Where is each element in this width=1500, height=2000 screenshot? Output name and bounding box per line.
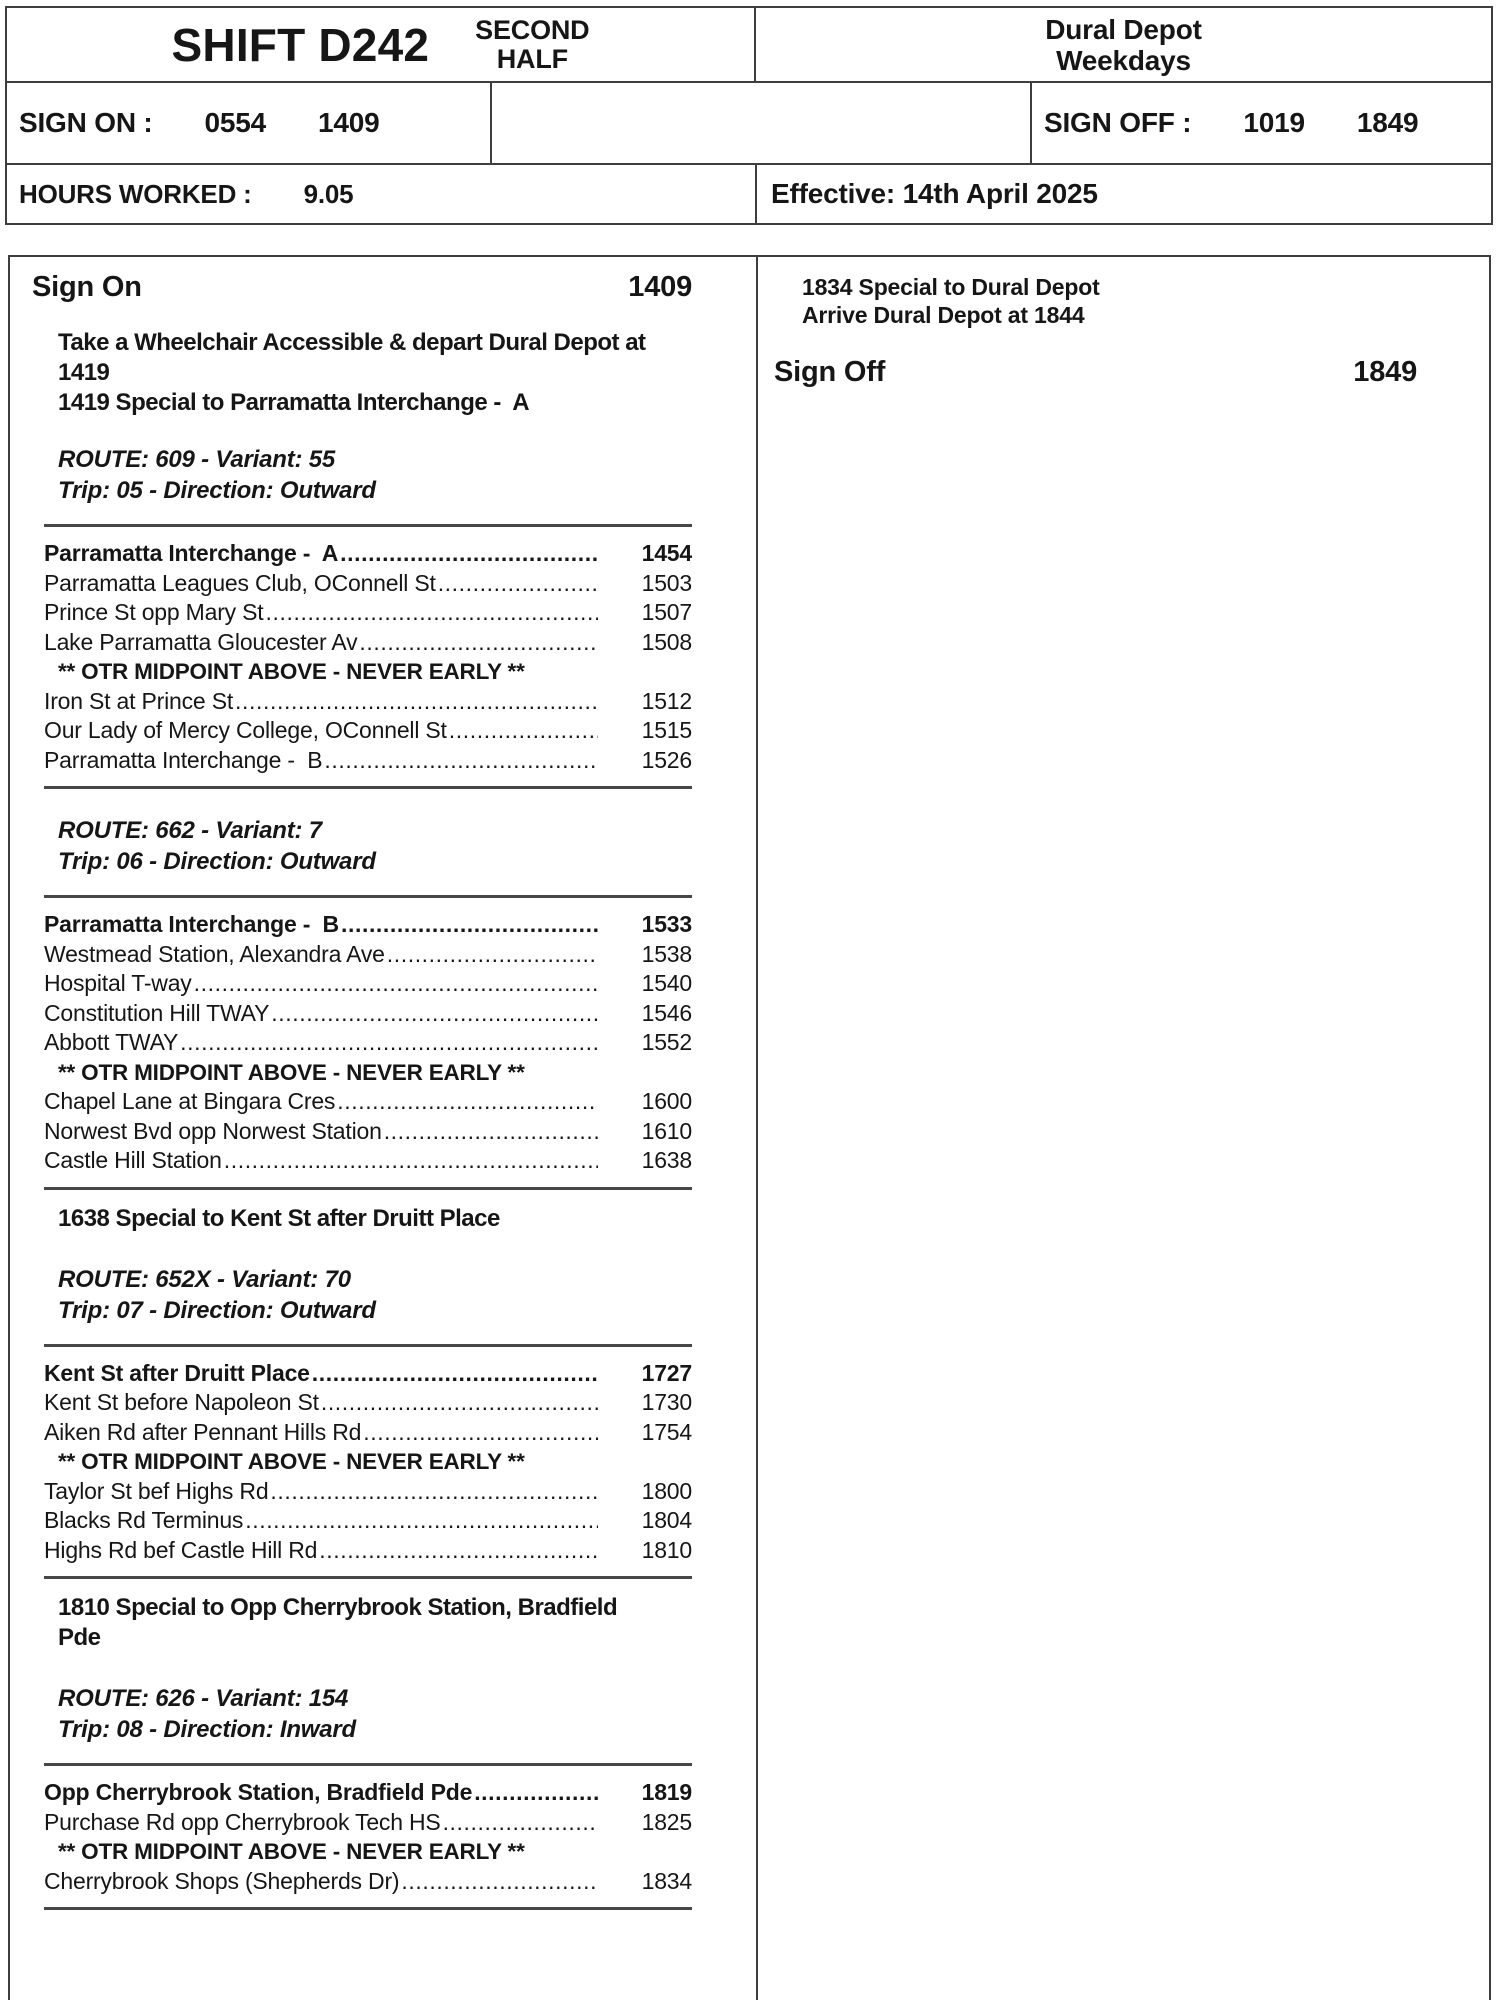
trip-start-note — [58, 1593, 692, 1653]
dot-leader — [312, 1359, 598, 1389]
dot-leader — [363, 1418, 598, 1448]
stop-list — [44, 539, 692, 775]
duty-column-right — [758, 257, 1489, 2000]
stop-row — [44, 969, 692, 999]
sign-off-row — [774, 355, 1417, 389]
route-variant-line: ROUTE: 652X - Variant: 70 — [58, 1265, 351, 1293]
half-line-2: HALF — [496, 43, 568, 74]
intro-line: Take a Wheelchair Accessible & depart Dural Depot at — [58, 329, 646, 356]
stop-time: 1533 — [641, 911, 692, 937]
stop-name: Cherrybrook Shops (Shepherds Dr) — [44, 1867, 400, 1894]
stop-time: 1810 — [641, 1536, 692, 1563]
stop-name: Iron St at Prince St — [44, 687, 234, 714]
stop-name: Constitution Hill TWAY — [44, 999, 270, 1026]
depot-name: Dural Depot — [1045, 13, 1202, 45]
stop-row — [44, 1477, 692, 1507]
stop-list-top-rule — [44, 895, 692, 898]
dot-leader — [384, 1117, 598, 1147]
otr-midpoint-note: ** OTR MIDPOINT ABOVE - NEVER EARLY ** — [58, 1449, 525, 1474]
stop-row — [44, 1867, 692, 1897]
end-note-line: Arrive Dural Depot at 1844 — [802, 302, 1085, 328]
stop-time: 1507 — [641, 599, 692, 625]
stop-time: 1546 — [641, 999, 692, 1026]
stop-time: 1825 — [641, 1808, 692, 1835]
trip-block — [32, 1204, 692, 1580]
dot-leader — [337, 1087, 598, 1117]
stop-list — [44, 910, 692, 1176]
stop-row — [44, 1808, 692, 1838]
empty-cell — [490, 83, 1030, 163]
sign-off-time-2: 1849 — [1356, 107, 1419, 138]
stop-time: 1515 — [641, 717, 692, 743]
route-variant-line: ROUTE: 609 - Variant: 55 — [58, 446, 336, 473]
sign-off-time-1: 1019 — [1243, 107, 1305, 138]
stop-time: 1638 — [641, 1147, 692, 1173]
dot-leader — [359, 628, 598, 658]
stop-list-bottom-rule — [44, 1907, 692, 1910]
stop-time: 1800 — [641, 1477, 692, 1504]
dot-leader — [245, 1506, 598, 1536]
stop-list — [44, 1359, 692, 1566]
stop-row — [44, 1778, 692, 1808]
otr-midpoint-note: ** OTR MIDPOINT ABOVE - NEVER EARLY ** — [58, 1059, 525, 1085]
dot-leader — [438, 569, 598, 599]
sign-on-time-2: 1409 — [318, 107, 380, 138]
duty-body — [8, 255, 1491, 2000]
stop-name: Prince St opp Mary St — [44, 599, 264, 625]
stop-name: Taylor St bef Highs Rd — [44, 1477, 269, 1504]
stop-time: 1512 — [641, 687, 692, 714]
stop-list-top-rule — [44, 524, 692, 527]
dot-leader — [224, 1146, 598, 1176]
dot-leader — [387, 940, 598, 970]
duty-sign-off-label: Sign Off — [774, 356, 886, 388]
stop-row — [44, 1028, 692, 1058]
duty-sign-off-time: 1849 — [1353, 356, 1417, 388]
stop-time: 1538 — [641, 940, 692, 967]
stop-time: 1503 — [641, 569, 692, 596]
hours-worked-cell — [7, 165, 755, 223]
header-row-hours — [5, 163, 1493, 225]
stop-list — [44, 1778, 692, 1896]
stop-row — [44, 687, 692, 717]
trip-direction-line: Trip: 07 - Direction: Outward — [58, 1296, 376, 1324]
stop-name: Kent St after Druitt Place — [44, 1359, 310, 1386]
stop-time: 1804 — [641, 1507, 692, 1533]
trip-note-line: Pde — [58, 1624, 101, 1651]
depot-day-type: Weekdays — [1056, 44, 1191, 76]
stop-row — [44, 598, 692, 628]
stop-time: 1526 — [641, 746, 692, 773]
stop-row — [44, 999, 692, 1029]
stop-row — [44, 1388, 692, 1418]
sign-on-row — [32, 270, 692, 304]
shift-title-cell — [7, 8, 754, 81]
stop-row — [44, 940, 692, 970]
sign-off-label: SIGN OFF : — [1044, 107, 1192, 138]
dot-leader — [319, 1536, 598, 1566]
stop-name: Highs Rd bef Castle Hill Rd — [44, 1536, 318, 1563]
stop-row — [44, 628, 692, 658]
trip-block — [32, 444, 692, 789]
effective-date-cell — [755, 165, 1491, 223]
sign-on-label: SIGN ON : — [19, 107, 153, 138]
stop-time: 1834 — [641, 1867, 692, 1894]
stop-row — [44, 1087, 692, 1117]
stop-name: Opp Cherrybrook Station, Bradfield Pde — [44, 1779, 473, 1805]
trip-note-line: 1638 Special to Kent St after Druitt Place — [58, 1204, 500, 1232]
dot-leader — [449, 716, 598, 746]
stop-list-bottom-rule — [44, 1576, 692, 1579]
intro-line: 1419 Special to Parramatta Interchange - A — [58, 389, 530, 416]
route-variant-line: ROUTE: 626 - Variant: 154 — [58, 1685, 349, 1712]
depot-cell — [754, 8, 1491, 81]
stop-time: 1540 — [641, 970, 692, 996]
dot-leader — [194, 969, 598, 999]
stop-row — [44, 716, 692, 746]
stop-row — [44, 910, 692, 940]
duty-sign-on-label: Sign On — [32, 271, 142, 303]
otr-midpoint-note: ** OTR MIDPOINT ABOVE - NEVER EARLY ** — [58, 1839, 525, 1864]
half-line-1: SECOND — [475, 14, 590, 45]
stop-name: Westmead Station, Alexandra Ave — [44, 940, 385, 967]
stop-row — [44, 1117, 692, 1147]
trip-block — [32, 815, 692, 1190]
otr-midpoint-note: ** OTR MIDPOINT ABOVE - NEVER EARLY ** — [58, 659, 525, 684]
stop-row — [44, 746, 692, 776]
stop-time: 1730 — [641, 1389, 692, 1415]
dot-leader — [321, 1388, 598, 1418]
stop-name: Parramatta Interchange - B — [44, 911, 339, 937]
stop-row — [44, 1418, 692, 1448]
dot-leader — [340, 539, 598, 569]
duty-end-notes — [802, 273, 1417, 329]
stop-name: Hospital T-way — [44, 970, 192, 996]
stop-name: Parramatta Interchange - B — [44, 746, 323, 773]
stop-name: Kent St before Napoleon St — [44, 1389, 319, 1415]
stop-time: 1754 — [641, 1418, 692, 1445]
header-row-sign-times — [5, 81, 1493, 165]
stop-list-bottom-rule — [44, 786, 692, 789]
stop-name: Chapel Lane at Bingara Cres — [44, 1088, 336, 1114]
trip-direction-line: Trip: 05 - Direction: Outward — [58, 477, 376, 504]
trip-direction-line: Trip: 06 - Direction: Outward — [58, 848, 376, 875]
stop-time: 1819 — [641, 1779, 692, 1805]
stop-name: Purchase Rd opp Cherrybrook Tech HS — [44, 1808, 441, 1835]
dot-leader — [401, 1867, 598, 1897]
stop-time: 1552 — [641, 1029, 692, 1055]
dot-leader — [235, 687, 598, 717]
duty-sign-on-time: 1409 — [628, 271, 692, 303]
stop-name: Blacks Rd Terminus — [44, 1507, 244, 1533]
shift-title: SHIFT D242 — [171, 18, 430, 71]
stop-row — [44, 1506, 692, 1536]
dot-leader — [180, 1028, 598, 1058]
hours-worked-label: HOURS WORKED : — [19, 178, 252, 209]
shift-half-label — [475, 16, 589, 74]
header-row-title — [5, 6, 1493, 83]
stop-time: 1454 — [641, 540, 692, 566]
sign-on-time-1: 0554 — [204, 107, 267, 138]
dot-leader — [266, 598, 599, 628]
stop-name: Norwest Bvd opp Norwest Station — [44, 1117, 382, 1144]
header-table — [5, 6, 1493, 225]
stop-row — [44, 1536, 692, 1566]
dot-leader — [270, 1477, 598, 1507]
stop-row — [44, 539, 692, 569]
stop-time: 1600 — [641, 1088, 692, 1114]
stop-row — [44, 569, 692, 599]
stop-name: Our Lady of Mercy College, OConnell St — [44, 717, 447, 743]
stop-name: Parramatta Interchange - A — [44, 540, 339, 566]
stop-list-top-rule — [44, 1763, 692, 1766]
trip-direction-line: Trip: 08 - Direction: Inward — [58, 1716, 356, 1743]
intro-line: 1419 — [58, 359, 110, 386]
trip-note-line: 1810 Special to Opp Cherrybrook Station, Bradfield — [58, 1594, 618, 1621]
effective-date: Effective: 14th April 2025 — [771, 178, 1098, 209]
stop-list-top-rule — [44, 1344, 692, 1347]
duty-column-left — [10, 257, 758, 2000]
trip-block — [32, 1593, 692, 1910]
dot-leader — [341, 910, 598, 940]
dot-leader — [443, 1808, 598, 1838]
stop-name: Abbott TWAY — [44, 1029, 179, 1055]
stop-time: 1727 — [641, 1359, 692, 1386]
stop-list-bottom-rule — [44, 1187, 692, 1190]
stop-name: Aiken Rd after Pennant Hills Rd — [44, 1418, 362, 1445]
sign-off-cell — [1030, 83, 1491, 163]
stop-time: 1610 — [641, 1117, 692, 1144]
stop-name: Castle Hill Station — [44, 1147, 222, 1173]
duty-intro — [58, 328, 692, 418]
stop-row — [44, 1359, 692, 1389]
dot-leader — [324, 746, 598, 776]
dot-leader — [271, 999, 598, 1029]
hours-worked-value: 9.05 — [303, 178, 354, 209]
trip-start-note — [58, 1204, 692, 1234]
dot-leader — [474, 1778, 598, 1808]
trip-list — [32, 444, 692, 1910]
stop-row — [44, 1146, 692, 1176]
route-variant-line: ROUTE: 662 - Variant: 7 — [58, 817, 322, 844]
stop-name: Lake Parramatta Gloucester Av — [44, 628, 358, 655]
stop-name: Parramatta Leagues Club, OConnell St — [44, 569, 436, 596]
end-note-line: 1834 Special to Dural Depot — [802, 274, 1100, 300]
sign-on-cell — [7, 83, 490, 163]
stop-time: 1508 — [641, 628, 692, 655]
